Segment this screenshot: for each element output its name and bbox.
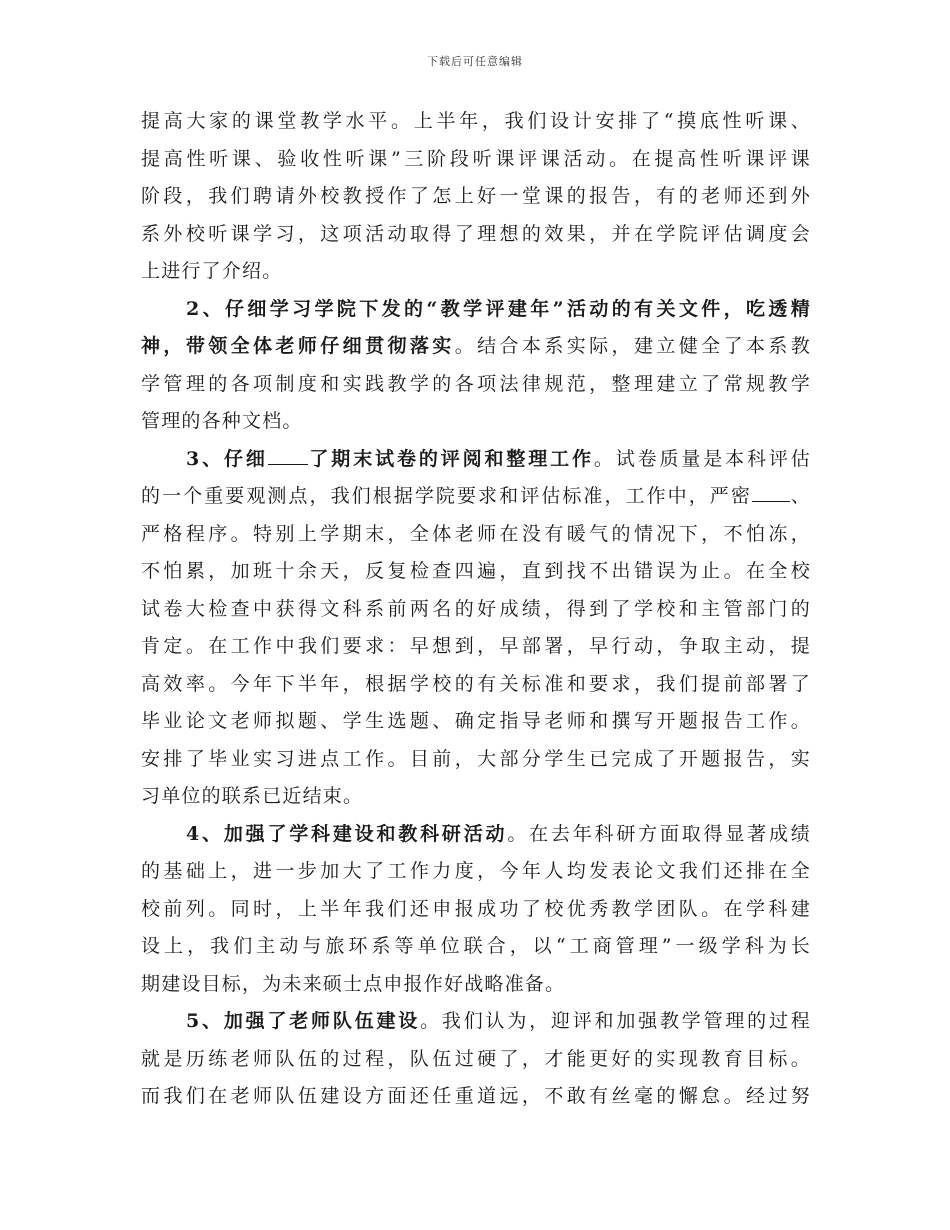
paragraph-2	[141, 291, 811, 441]
text-line: 上进行了介绍。	[141, 260, 283, 282]
fill-blank	[268, 442, 308, 465]
page-header: 下载后可任意编辑	[427, 55, 523, 68]
text-line: 的基础上，进一步加大了工作力度，今年人均发表论文我们还排在全	[141, 860, 811, 882]
text-line	[141, 328, 811, 366]
body-text: 。试卷质量是本科评估	[593, 447, 811, 470]
paragraph-3	[141, 441, 811, 816]
text-line: 安排了毕业实习进点工作。目前，大部分学生已完成了开题报告，实	[141, 747, 811, 770]
text-line: 严格程序。特别上学期末，全体老师在没有暖气的情况下，不怕冻，	[141, 522, 811, 545]
text-line: 习单位的联系已近结束。	[141, 785, 364, 807]
bold-heading: 神，带领全体老师仔细贯彻落实	[141, 335, 455, 357]
text-line	[141, 478, 811, 516]
text-line: 不怕累，加班十余天，反复检查四遍，直到找不出错误为止。在全校	[141, 560, 811, 582]
fill-blank	[752, 479, 790, 502]
text-line: 提高性听课、验收性听课”三阶段听课评课活动。在提高性听课评课	[141, 147, 811, 170]
text-line	[141, 441, 811, 479]
body-text: 的一个重要观测点，我们根据学院要求和评估标准，工作中，严密	[141, 485, 752, 507]
bold-heading: 了期末试卷的评阅和整理工作	[307, 447, 594, 470]
text-line: 高效率。今年下半年，根据学校的有关标准和要求，我们提前部署了	[141, 672, 811, 695]
text-line: 提高大家的课堂教学水平。上半年，我们设计安排了“摸底性听课、	[141, 110, 811, 132]
text-line: 毕业论文老师拟题、学生选题、确定指导老师和撰写开题报告工作。	[141, 710, 811, 732]
paragraph-1	[141, 103, 811, 291]
bold-heading: 4、加强了学科建设和教科研活动	[186, 822, 508, 845]
body-text: 。我们认为，迎评和加强教学管理的过程	[420, 1010, 811, 1032]
paragraph-4	[141, 816, 811, 1004]
text-line: 而我们在老师队伍建设方面还任重道远，不敢有丝毫的懈怠。经过努	[141, 1085, 811, 1107]
text-line-bold: 2、仔细学习学院下发的“教学评建年”活动的有关文件，吃透精	[186, 297, 811, 320]
text-line: 试卷大检查中获得文科系前两名的好成绩，得到了学校和主管部门的	[141, 597, 811, 620]
body-text: 、	[789, 485, 811, 507]
text-line: 就是历练老师队伍的过程，队伍过硬了，才能更好的实现教育目标。	[141, 1047, 811, 1070]
text-line: 管理的各种文档。	[141, 410, 303, 432]
text-line: 阶段，我们聘请外校教授作了怎上好一堂课的报告，有的老师还到外	[141, 185, 811, 207]
text-line: 设上，我们主动与旅环系等单位联合，以“工商管理”一级学科为长	[141, 935, 811, 957]
body-text: 。结合本系实际，建立健全了本系教	[454, 335, 811, 357]
document-body	[141, 103, 811, 1116]
text-line: 系外校听课学习，这项活动取得了理想的效果，并在学院评估调度会	[141, 222, 811, 245]
text-line	[141, 1003, 811, 1041]
paragraph-5	[141, 1003, 811, 1116]
body-text: 。在去年科研方面取得显著成绩	[507, 822, 811, 845]
bold-heading: 3、仔细	[186, 447, 268, 470]
text-line: 学管理的各项制度和实践教学的各项法律规范，整理建立了常规教学	[141, 372, 811, 395]
text-line: 肯定。在工作中我们要求：早想到，早部署，早行动，争取主动，提	[141, 635, 811, 657]
text-line: 期建设目标，为未来硕士点申报作好战略准备。	[141, 972, 566, 995]
text-line: 校前列。同时，上半年我们还申报成功了校优秀教学团队。在学科建	[141, 897, 811, 920]
bold-heading: 5、加强了老师队伍建设	[186, 1010, 421, 1032]
text-line	[141, 816, 811, 854]
